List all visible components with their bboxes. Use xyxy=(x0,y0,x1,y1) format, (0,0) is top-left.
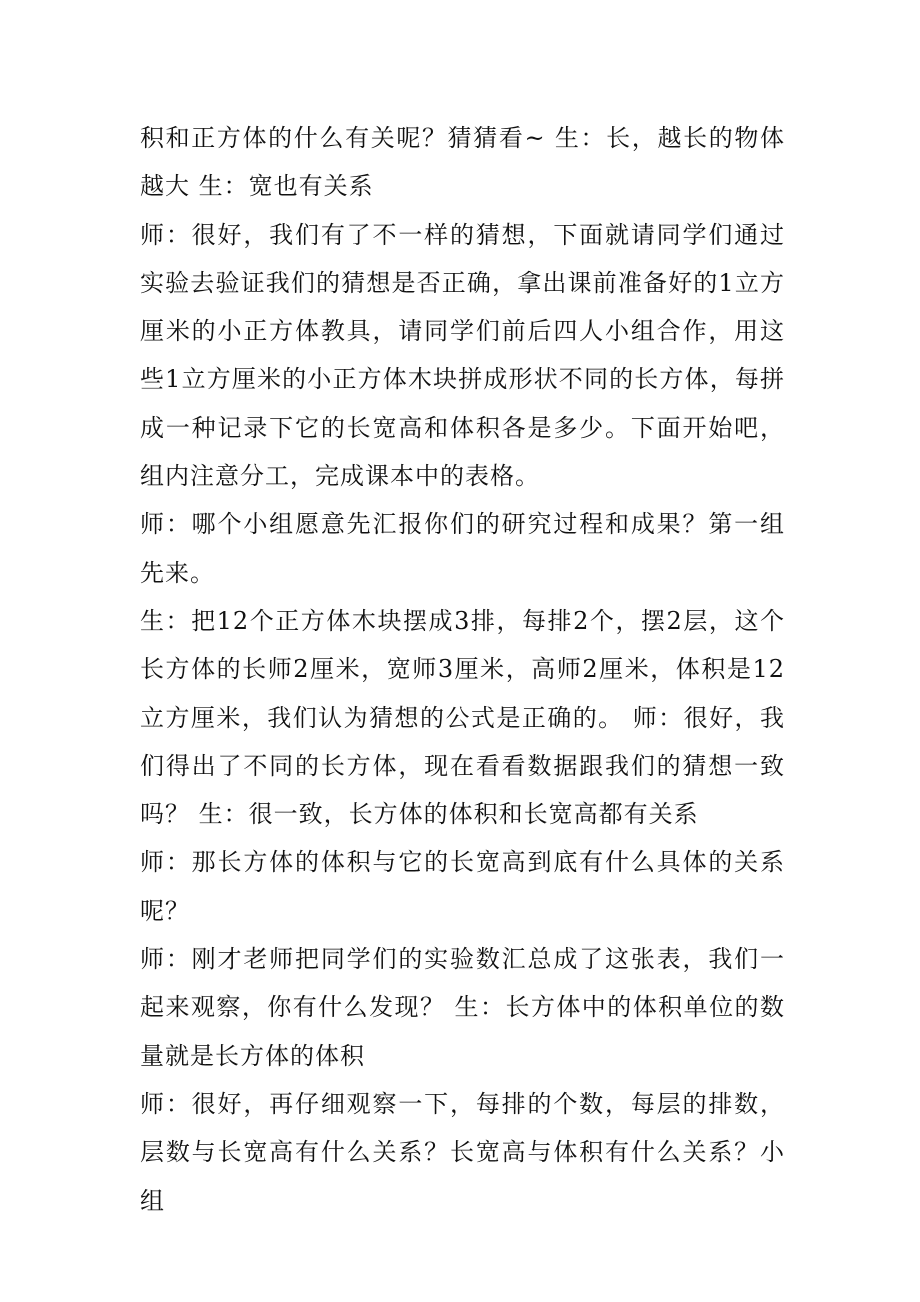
paragraph-1: 积和正方体的什么有关呢？猜猜看~ 生：长，越长的物体越大 生：宽也有关系 xyxy=(140,124,785,201)
paragraph-5: 师：那长方体的体积与它的长宽高到底有什么具体的关系呢？ xyxy=(140,848,785,925)
paragraph-6: 师：刚才老师把同学们的实验数汇总成了这张表，我们一起来观察，你有什么发现？ 生：长方体中的体积单位的数量就是长方体的体积 xyxy=(140,945,785,1070)
paragraph-7: 师：很好，再仔细观察一下，每排的个数，每层的排数，层数与长宽高有什么关系？长宽高与体积有什么关系？小组 xyxy=(140,1089,785,1215)
paragraph-4: 生：把12个正方体木块摆成3排，每排2个，摆2层，这个长方体的长师2厘米，宽师3厘米，高师2厘米，体积是12立方厘米，我们认为猜想的公式是正确的。 师：很好，我们得出了不同的长方体，现在看看数据跟我们的猜想一致吗？ 生：很一致，长方体的体积和长宽高都有关系 xyxy=(140,606,785,829)
paragraph-2: 师：很好，我们有了不一样的猜想，下面就请同学们通过实验去验证我们的猜想是否正确，拿出课前准备好的1立方厘米的小正方体教具，请同学们前后四人小组合作，用这些1立方厘米的小正方体木块拼成形状不同的长方体，每拼成一种记录下它的长宽高和体积各是多少。下面开始吧，组内注意分工，完成课本中的表格。 xyxy=(140,220,785,491)
paragraph-3: 师：哪个小组愿意先汇报你们的研究过程和成果？第一组先来。 xyxy=(140,510,785,587)
document-body xyxy=(140,114,785,1225)
